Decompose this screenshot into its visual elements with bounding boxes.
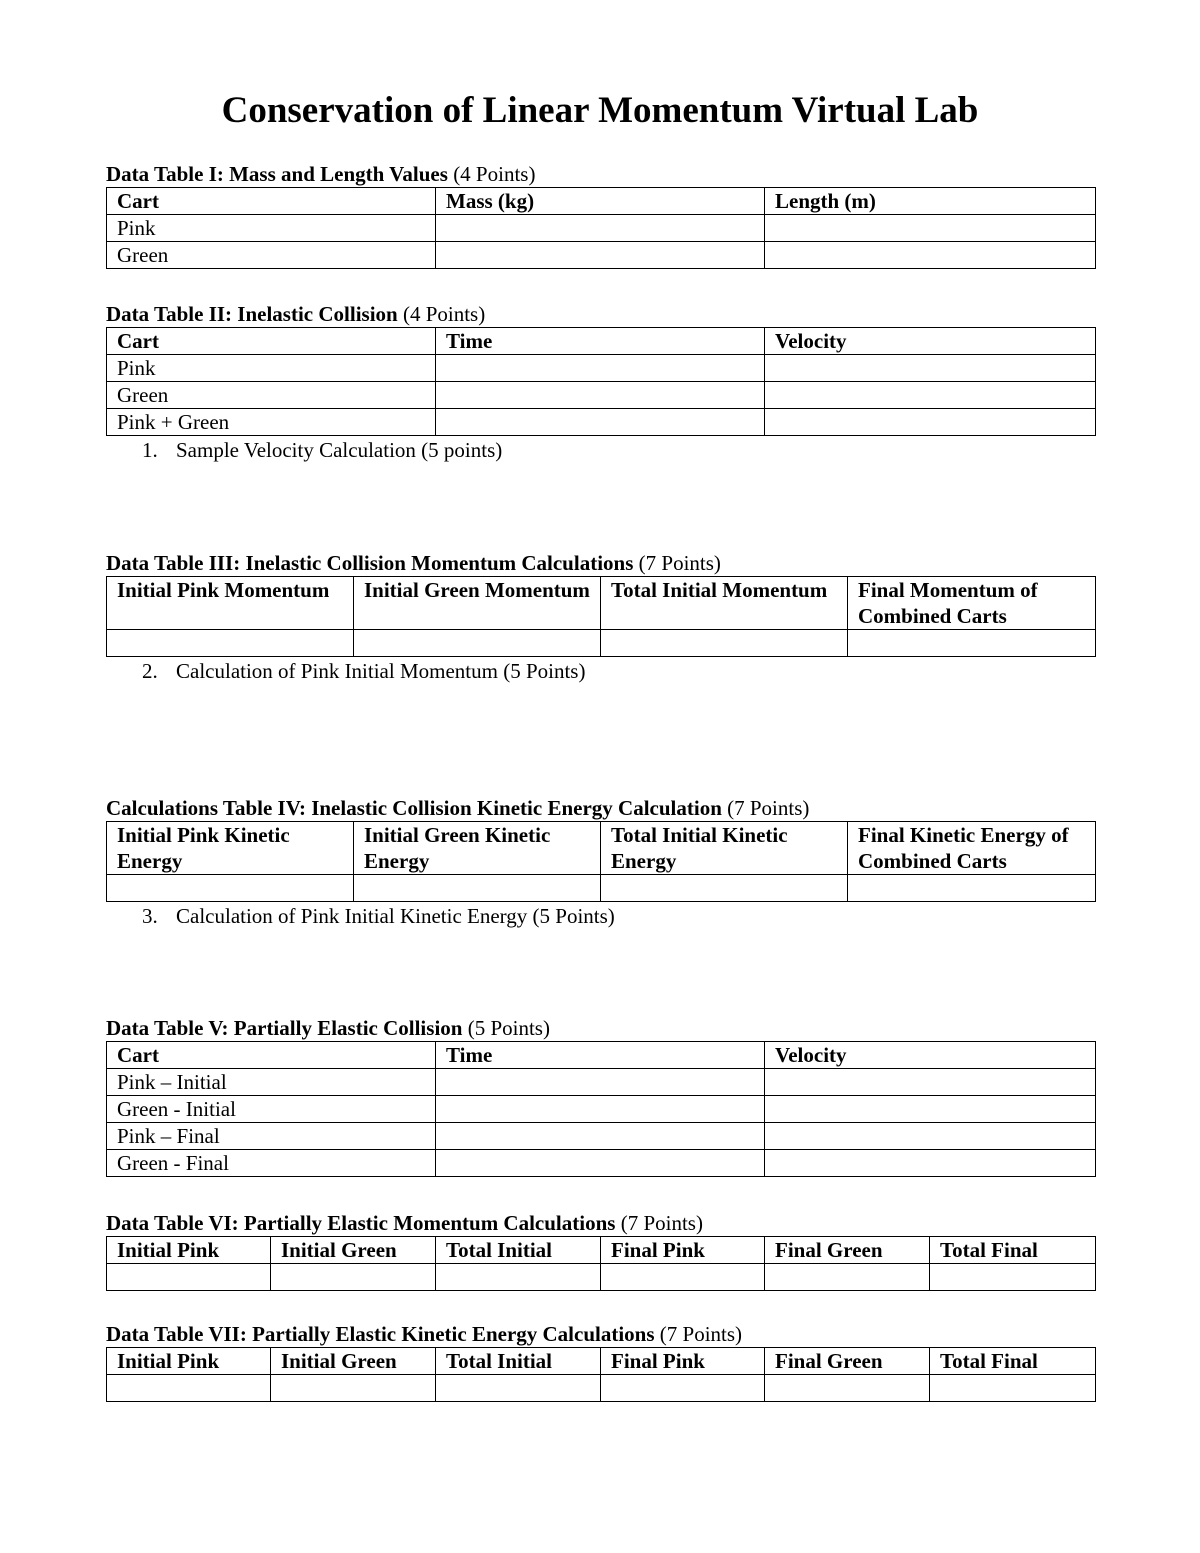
table-header-row	[107, 1237, 1096, 1264]
entry-cell[interactable]	[601, 875, 848, 902]
header-cell: Final Green	[765, 1237, 930, 1264]
caption-points: (7 Points)	[633, 551, 721, 575]
entry-cell[interactable]	[436, 242, 765, 269]
entry-cell[interactable]	[601, 630, 848, 657]
question-number: 1.	[142, 438, 158, 462]
caption-title: Calculations Table IV: Inelastic Collision Kinetic Energy Calculation	[106, 796, 722, 820]
table-row	[107, 215, 1096, 242]
table-caption	[106, 301, 1095, 327]
page-title: Conservation of Linear Momentum Virtual Lab	[221, 90, 979, 131]
entry-cell[interactable]	[436, 355, 765, 382]
numbered-question	[106, 436, 1095, 464]
header-cell: Mass (kg)	[436, 188, 765, 215]
data-table-5	[106, 1041, 1096, 1177]
table-row	[107, 1264, 1096, 1291]
caption-points: (7 Points)	[615, 1211, 703, 1235]
table-row	[107, 382, 1096, 409]
entry-cell[interactable]	[765, 1264, 930, 1291]
entry-cell[interactable]	[271, 1375, 436, 1402]
table-header-row	[107, 822, 1096, 875]
header-cell: Time	[436, 1042, 765, 1069]
table-row	[107, 409, 1096, 436]
question-number: 2.	[142, 659, 158, 683]
table-caption	[106, 1210, 1095, 1236]
header-cell: Initial Pink Momentum	[107, 577, 354, 630]
data-table-5-section	[106, 1015, 1095, 1177]
data-table-3	[106, 576, 1096, 657]
entry-cell[interactable]	[930, 1264, 1096, 1291]
caption-title: Data Table V: Partially Elastic Collision	[106, 1016, 463, 1040]
header-cell: Total Initial Kinetic Energy	[601, 822, 848, 875]
table-row	[107, 875, 1096, 902]
entry-cell[interactable]	[765, 1150, 1096, 1177]
question-text: Calculation of Pink Initial Momentum (5 Points)	[176, 659, 586, 683]
row-label-cell: Pink – Initial	[107, 1069, 436, 1096]
data-table-7	[106, 1347, 1096, 1402]
caption-points: (4 Points)	[397, 302, 486, 326]
entry-cell[interactable]	[354, 875, 601, 902]
table-caption	[106, 550, 1095, 576]
entry-cell[interactable]	[436, 382, 765, 409]
entry-cell[interactable]	[436, 1264, 601, 1291]
table-caption	[106, 161, 1095, 187]
table-header-row	[107, 1348, 1096, 1375]
header-cell: Initial Green	[271, 1237, 436, 1264]
header-cell: Initial Pink	[107, 1237, 271, 1264]
entry-cell[interactable]	[848, 875, 1096, 902]
header-cell: Total Final	[930, 1237, 1096, 1264]
header-cell: Total Initial	[436, 1237, 601, 1264]
header-cell: Final Kinetic Energy of Combined Carts	[848, 822, 1096, 875]
table-row	[107, 1069, 1096, 1096]
data-table-2-section	[106, 301, 1095, 464]
header-cell: Final Pink	[601, 1237, 765, 1264]
table-row	[107, 630, 1096, 657]
data-table-6	[106, 1236, 1096, 1291]
caption-points: (7 Points)	[654, 1322, 743, 1346]
data-table-7-section	[106, 1321, 1095, 1402]
entry-cell[interactable]	[765, 355, 1096, 382]
data-table-6-section	[106, 1210, 1095, 1291]
header-cell: Initial Green Momentum	[354, 577, 601, 630]
header-cell: Velocity	[765, 328, 1096, 355]
data-table-1-section	[106, 161, 1095, 269]
header-cell: Final Pink	[601, 1348, 765, 1375]
row-label-cell: Pink – Final	[107, 1123, 436, 1150]
header-cell: Time	[436, 328, 765, 355]
entry-cell[interactable]	[436, 1375, 601, 1402]
data-table-3-section	[106, 550, 1095, 685]
entry-cell[interactable]	[765, 1069, 1096, 1096]
header-cell: Cart	[107, 188, 436, 215]
entry-cell[interactable]	[436, 1096, 765, 1123]
data-table-2	[106, 327, 1096, 436]
table-header-row	[107, 328, 1096, 355]
row-label-cell: Green	[107, 382, 436, 409]
table-row	[107, 1150, 1096, 1177]
table-header-row	[107, 1042, 1096, 1069]
entry-cell[interactable]	[765, 409, 1096, 436]
entry-cell[interactable]	[601, 1375, 765, 1402]
question-text: Calculation of Pink Initial Kinetic Energy (5 Points)	[176, 904, 615, 928]
header-cell: Initial Pink Kinetic Energy	[107, 822, 354, 875]
table-row	[107, 242, 1096, 269]
caption-title: Data Table VI: Partially Elastic Momentum Calculations	[106, 1211, 616, 1235]
header-cell: Total Initial Momentum	[601, 577, 848, 630]
entry-cell[interactable]	[765, 215, 1096, 242]
entry-cell[interactable]	[765, 382, 1096, 409]
entry-cell[interactable]	[107, 1375, 271, 1402]
caption-title: Data Table VII: Partially Elastic Kinetic Energy Calculations	[106, 1322, 655, 1346]
caption-points: (4 Points)	[447, 162, 536, 186]
entry-cell[interactable]	[930, 1375, 1096, 1402]
row-label-cell: Pink	[107, 355, 436, 382]
entry-cell[interactable]	[436, 1150, 765, 1177]
caption-title: Data Table II: Inelastic Collision	[106, 302, 398, 326]
table-caption	[106, 1321, 1095, 1347]
entry-cell[interactable]	[107, 1264, 271, 1291]
header-cell: Initial Green	[271, 1348, 436, 1375]
header-cell: Total Final	[930, 1348, 1096, 1375]
entry-cell[interactable]	[765, 1096, 1096, 1123]
question-text: Sample Velocity Calculation (5 points)	[176, 438, 503, 462]
entry-cell[interactable]	[107, 875, 354, 902]
entry-cell[interactable]	[436, 215, 765, 242]
table-caption	[106, 795, 1095, 821]
entry-cell[interactable]	[765, 1123, 1096, 1150]
table-header-row	[107, 188, 1096, 215]
entry-cell[interactable]	[271, 1264, 436, 1291]
row-label-cell: Green	[107, 242, 436, 269]
entry-cell[interactable]	[848, 630, 1096, 657]
header-cell: Final Green	[765, 1348, 930, 1375]
entry-cell[interactable]	[436, 1069, 765, 1096]
numbered-question	[106, 902, 1095, 930]
entry-cell[interactable]	[436, 409, 765, 436]
table-caption	[106, 1015, 1095, 1041]
entry-cell[interactable]	[107, 630, 354, 657]
caption-title: Data Table I: Mass and Length Values	[106, 162, 448, 186]
header-cell: Length (m)	[765, 188, 1096, 215]
header-cell: Initial Green Kinetic Energy	[354, 822, 601, 875]
row-label-cell: Pink	[107, 215, 436, 242]
row-label-cell: Pink + Green	[107, 409, 436, 436]
calculations-table-4-section	[106, 795, 1095, 930]
caption-points: (5 Points)	[462, 1016, 550, 1040]
table-row	[107, 1375, 1096, 1402]
entry-cell[interactable]	[765, 1375, 930, 1402]
entry-cell[interactable]	[601, 1264, 765, 1291]
table-row	[107, 1123, 1096, 1150]
table-row	[107, 355, 1096, 382]
header-cell: Cart	[107, 1042, 436, 1069]
entry-cell[interactable]	[436, 1123, 765, 1150]
table-row	[107, 1096, 1096, 1123]
question-number: 3.	[142, 904, 158, 928]
entry-cell[interactable]	[354, 630, 601, 657]
entry-cell[interactable]	[765, 242, 1096, 269]
header-cell: Initial Pink	[107, 1348, 271, 1375]
calculations-table-4	[106, 821, 1096, 902]
header-cell: Final Momentum of Combined Carts	[848, 577, 1096, 630]
numbered-question	[106, 657, 1095, 685]
header-cell: Velocity	[765, 1042, 1096, 1069]
caption-title: Data Table III: Inelastic Collision Momentum Calculations	[106, 551, 634, 575]
header-cell: Total Initial	[436, 1348, 601, 1375]
header-cell: Cart	[107, 328, 436, 355]
data-table-1	[106, 187, 1096, 269]
caption-points: (7 Points)	[721, 796, 810, 820]
row-label-cell: Green - Initial	[107, 1096, 436, 1123]
table-header-row	[107, 577, 1096, 630]
row-label-cell: Green - Final	[107, 1150, 436, 1177]
